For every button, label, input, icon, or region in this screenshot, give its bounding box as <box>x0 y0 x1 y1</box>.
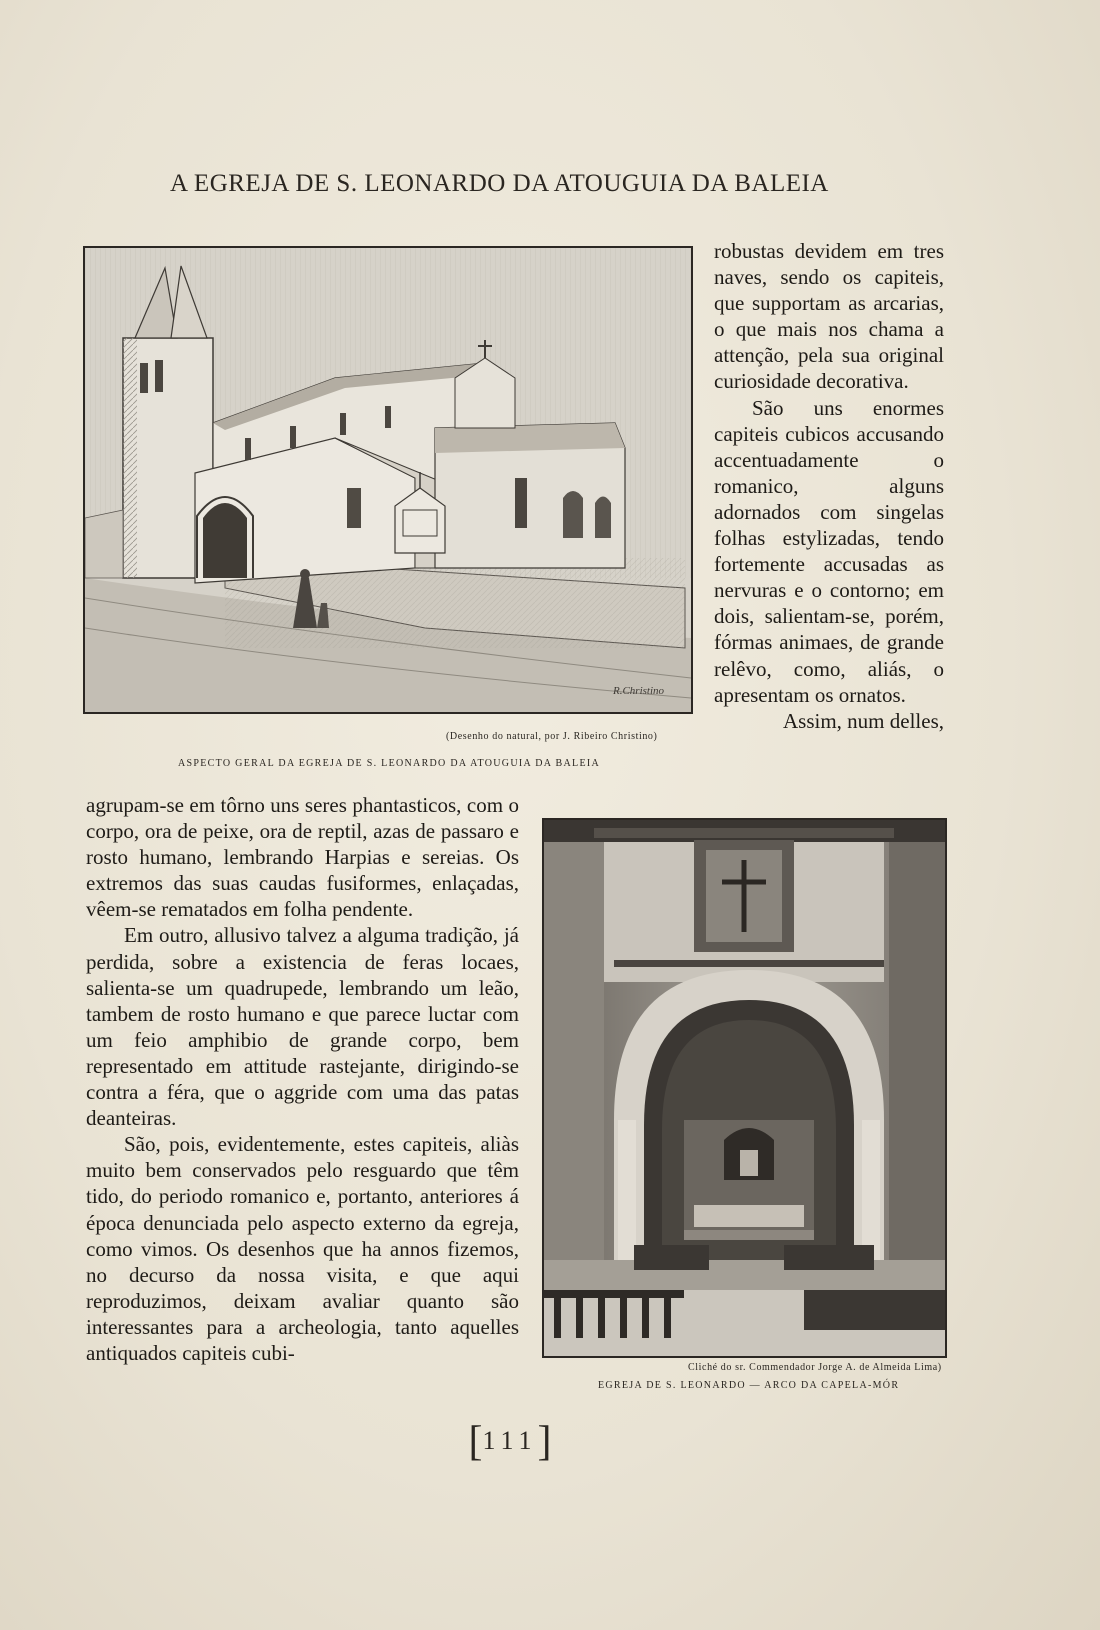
top-figure-caption: ASPECTO GERAL DA EGREJA DE S. LEONARDO DA ATOUGUIA DA BALEIA <box>178 758 600 769</box>
bottom-figure-credit: Cliché do sr. Commendador Jorge A. de Almeida Lima) <box>688 1362 942 1373</box>
paragraph: São uns enormes capiteis cubicos accusando accentuadamente o romanico, alguns adornados com singelas folhas estylizadas, tendo fortemente accusadas as nervuras e o contorno; em dois, salientam-se, porém, fórmas animaes, de grande relêvo, como, aliás, o apresentam os ornatos. <box>714 395 944 707</box>
page-number <box>455 1418 565 1466</box>
chancel-arch-photograph <box>542 818 947 1358</box>
left-bracket-glyph: [ <box>468 1419 483 1465</box>
paragraph: robustas devidem em tres naves, sendo os capiteis, que supportam as arcarias, o que mais nos chama a attenção, pela sua original curiosidade decorativa. <box>714 239 944 394</box>
church-exterior-illustration <box>83 246 693 714</box>
running-head: A EGREJA DE S. LEONARDO DA ATOUGUIA DA BALEIA <box>170 170 829 197</box>
right-bracket-glyph: ] <box>537 1419 552 1465</box>
paragraph: São, pois, evidentemente, estes capiteis, aliàs muito bem conservados pelo resguardo que têm tido, do periodo romanico e, portanto, anteriores á época denunciada pelo aspecto externo da egreja, como vimos. Os desenhos que ha annos fizemos, no decurso da nossa visita, e que aqui reproduzimos, deixam avaliar quanto são interessantes para a archeologia, tanto aquelles antiquados capiteis cubi- <box>86 1132 519 1365</box>
paragraph: agrupam-se em tôrno uns seres phantasticos, com o corpo, ora de peixe, ora de reptil, azas de passaro e rosto humano, lembrando Harpias e sereias. Os extremos das suas caudas fusiformes, enlaçadas, vêem-se rematados em folha pendente. <box>86 793 519 922</box>
paragraph: Em outro, allusivo talvez a alguma tradição, já perdida, sobre a existencia de feras locaes, salienta-se um quadrupede, lembrando um leão, tambem de rosto humano e que parece luctar com um feio amphibio de grande corpo, bem representado em attitude rastejante, dirigindo-se contra a féra, que o aggride com uma das patas deanteiras. <box>86 923 519 1131</box>
lower-column-text <box>86 792 519 1366</box>
right-column-text <box>714 238 944 734</box>
drawing-signature: R.Christino <box>613 685 665 697</box>
page-number-value: 111 <box>482 1426 538 1455</box>
paragraph: Assim, num delles, <box>783 708 944 733</box>
top-figure-credit: (Desenho do natural, por J. Ribeiro Christino) <box>446 731 658 742</box>
bottom-figure-caption: EGREJA DE S. LEONARDO — ARCO DA CAPELA-MÓR <box>598 1380 900 1391</box>
